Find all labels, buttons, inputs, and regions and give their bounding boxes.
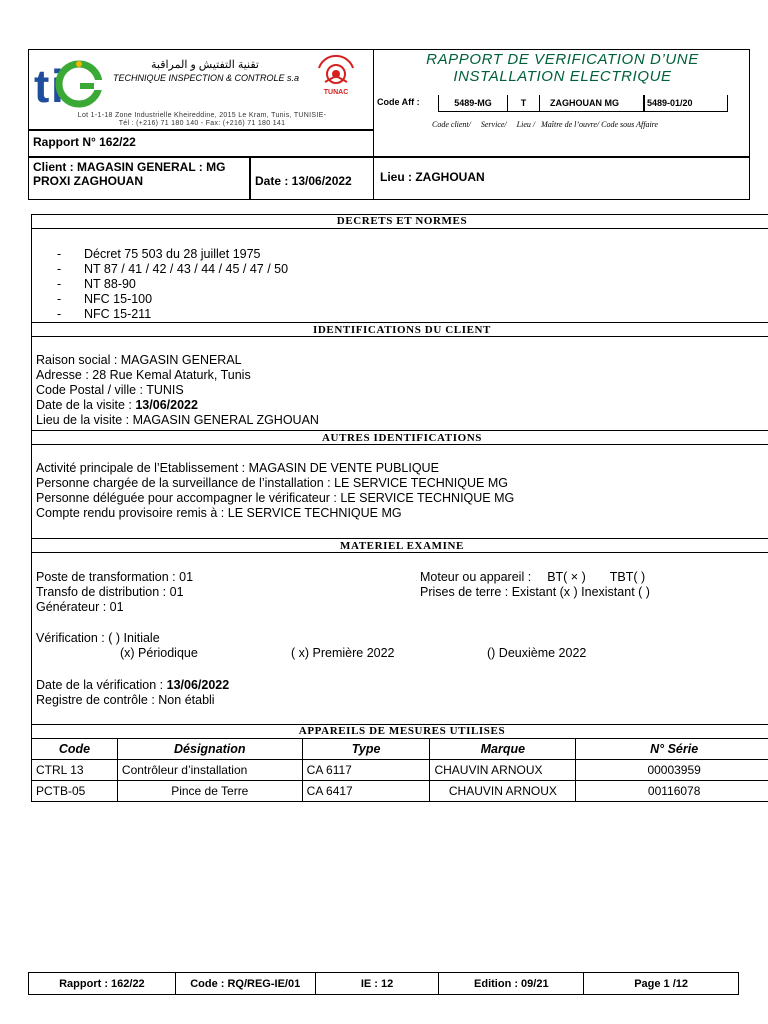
footer-page: Page 1 /12 — [584, 973, 739, 995]
table-header-row — [32, 739, 768, 760]
table-row — [32, 760, 768, 781]
generateur: Générateur : 01 — [36, 600, 124, 614]
client-line1: Client : MAGASIN GENERAL : MG — [33, 160, 226, 174]
poste-transformation: Poste de transformation : 01 — [36, 570, 194, 584]
report-title — [380, 51, 745, 85]
lieu-cell: Lieu : ZAGHOUAN — [373, 157, 750, 200]
table-row — [32, 781, 768, 802]
company-name: TECHNIQUE INSPECTION & CONTROLE s.a — [112, 73, 300, 83]
svg-text:t: t — [34, 60, 50, 110]
code-lieu-value: ZAGHOUAN MG — [540, 95, 644, 112]
column-header: Marque — [430, 739, 576, 760]
column-header: Code — [32, 739, 118, 760]
code-postal: Code Postal / ville : TUNIS — [36, 383, 184, 397]
verification-deuxieme: () Deuxième 2022 — [487, 646, 587, 660]
list-item: - NT 87 / 41 / 42 / 43 / 44 / 45 / 47 / 50 — [57, 262, 289, 276]
page-footer — [28, 972, 739, 995]
decrets-list — [57, 247, 288, 322]
date-verification: Date de la vérification : 13/06/2022 — [36, 678, 230, 692]
date-visite: Date de la visite : 13/06/2022 — [36, 398, 198, 412]
list-item: - Décret 75 503 du 28 juillet 1975 — [57, 247, 261, 261]
table-cell: 00116078 — [576, 781, 768, 802]
phone-line: Tél : (+216) 71 180 140 - Fax: (+216) 71 180 141 — [118, 120, 286, 127]
footer-ie: IE : 12 — [315, 973, 439, 995]
table-cell: CHAUVIN ARNOUX — [430, 760, 576, 781]
table-cell: CA 6417 — [302, 781, 430, 802]
autres-identifications — [36, 461, 514, 521]
table-cell: CA 6117 — [302, 760, 430, 781]
client-identification — [36, 353, 319, 428]
column-header: Type — [302, 739, 430, 760]
table-cell: Pince de Terre — [117, 781, 302, 802]
code-affaire-value: 5489-01/20 — [644, 95, 728, 112]
personne-deleguee: Personne déléguée pour accompagner le vérificateur : LE SERVICE TECHNIQUE MG — [36, 491, 515, 505]
section-heading-materiel: MATERIEL EXAMINE — [31, 538, 768, 553]
client-cell — [28, 157, 250, 200]
lieu-visite: Lieu de la visite : MAGASIN GENERAL ZGHOUAN — [36, 413, 319, 427]
table-cell: CHAUVIN ARNOUX — [430, 781, 576, 802]
svg-text:i: i — [51, 60, 64, 110]
report-title-line2: INSTALLATION ELECTRIQUE — [453, 68, 672, 85]
materiel-left — [36, 570, 193, 615]
appareils-table — [31, 738, 768, 802]
column-header: N° Série — [576, 739, 768, 760]
code-legend: Code client/ Service/ Lieu / Maître de l’ouvre/ Code sous Affaire — [432, 120, 659, 129]
verification-premiere: ( x) Première 2022 — [291, 646, 395, 660]
section-heading-appareils: APPAREILS DE MESURES UTILISES — [31, 724, 768, 738]
section-heading-client: IDENTIFICATIONS DU CLIENT — [31, 322, 768, 337]
footer-code: Code : RQ/REG-IE/01 — [175, 973, 315, 995]
raison-social: Raison social : MAGASIN GENERAL — [36, 353, 242, 367]
tic-logo — [34, 56, 102, 110]
code-client-value: 5489-MG — [438, 95, 508, 112]
adresse: Adresse : 28 Rue Kemal Ataturk, Tunis — [36, 368, 251, 382]
footer-row — [29, 973, 739, 995]
footer-edition: Edition : 09/21 — [439, 973, 584, 995]
date-cell: Date : 13/06/2022 — [250, 157, 374, 200]
table-cell: 00003959 — [576, 760, 768, 781]
table-cell: Contrôleur d’installation — [117, 760, 302, 781]
column-header: Désignation — [117, 739, 302, 760]
footer-rapport: Rapport : 162/22 — [29, 973, 176, 995]
address-line: Lot 1-1-18 Zone Industrielle Kheireddine, 2015 Le Kram, Tunis, TUNISIE- — [77, 112, 327, 119]
section-heading-autres: AUTRES IDENTIFICATIONS — [31, 430, 768, 445]
activite: Activité principale de l’Etablissement : MAGASIN DE VENTE PUBLIQUE — [36, 461, 439, 475]
code-service-value: T — [508, 95, 540, 112]
rapport-number: Rapport N° 162/22 — [28, 130, 374, 157]
transfo-distribution: Transfo de distribution : 01 — [36, 585, 184, 599]
code-aff-label: Code Aff : — [377, 97, 420, 107]
client-line2: PROXI ZAGHOUAN — [33, 174, 144, 188]
personne-chargee: Personne chargée de la surveillance de l’installation : LE SERVICE TECHNIQUE MG — [36, 476, 508, 490]
table-cell: PCTB-05 — [32, 781, 118, 802]
verification-initiale: Vérification : ( ) Initiale — [36, 631, 160, 645]
section-heading-decrets: DECRETS ET NORMES — [31, 214, 768, 229]
company-address — [37, 112, 367, 128]
list-item: - NFC 15-100 — [57, 292, 153, 306]
registre-controle: Registre de contrôle : Non établi — [36, 693, 215, 707]
tunac-seal — [313, 52, 359, 102]
prises-terre: Prises de terre : Existant (x ) Inexistant ( ) — [420, 585, 650, 599]
compte-rendu: Compte rendu provisoire remis à : LE SERVICE TECHNIQUE MG — [36, 506, 402, 520]
table-cell: CTRL 13 — [32, 760, 118, 781]
list-item: - NFC 15-211 — [57, 307, 152, 321]
list-item: - NT 88-90 — [57, 277, 136, 291]
verification-periodique: (x) Périodique — [120, 646, 198, 660]
moteur-appareil: Moteur ou appareil : BT( × ) TBT( ) — [420, 570, 646, 584]
report-title-line1: RAPPORT DE VERIFICATION D’UNE — [426, 51, 699, 68]
company-name-arabic: تقنية التفتيش و المراقبة — [151, 59, 259, 71]
svg-text:TUNAC: TUNAC — [323, 89, 349, 96]
